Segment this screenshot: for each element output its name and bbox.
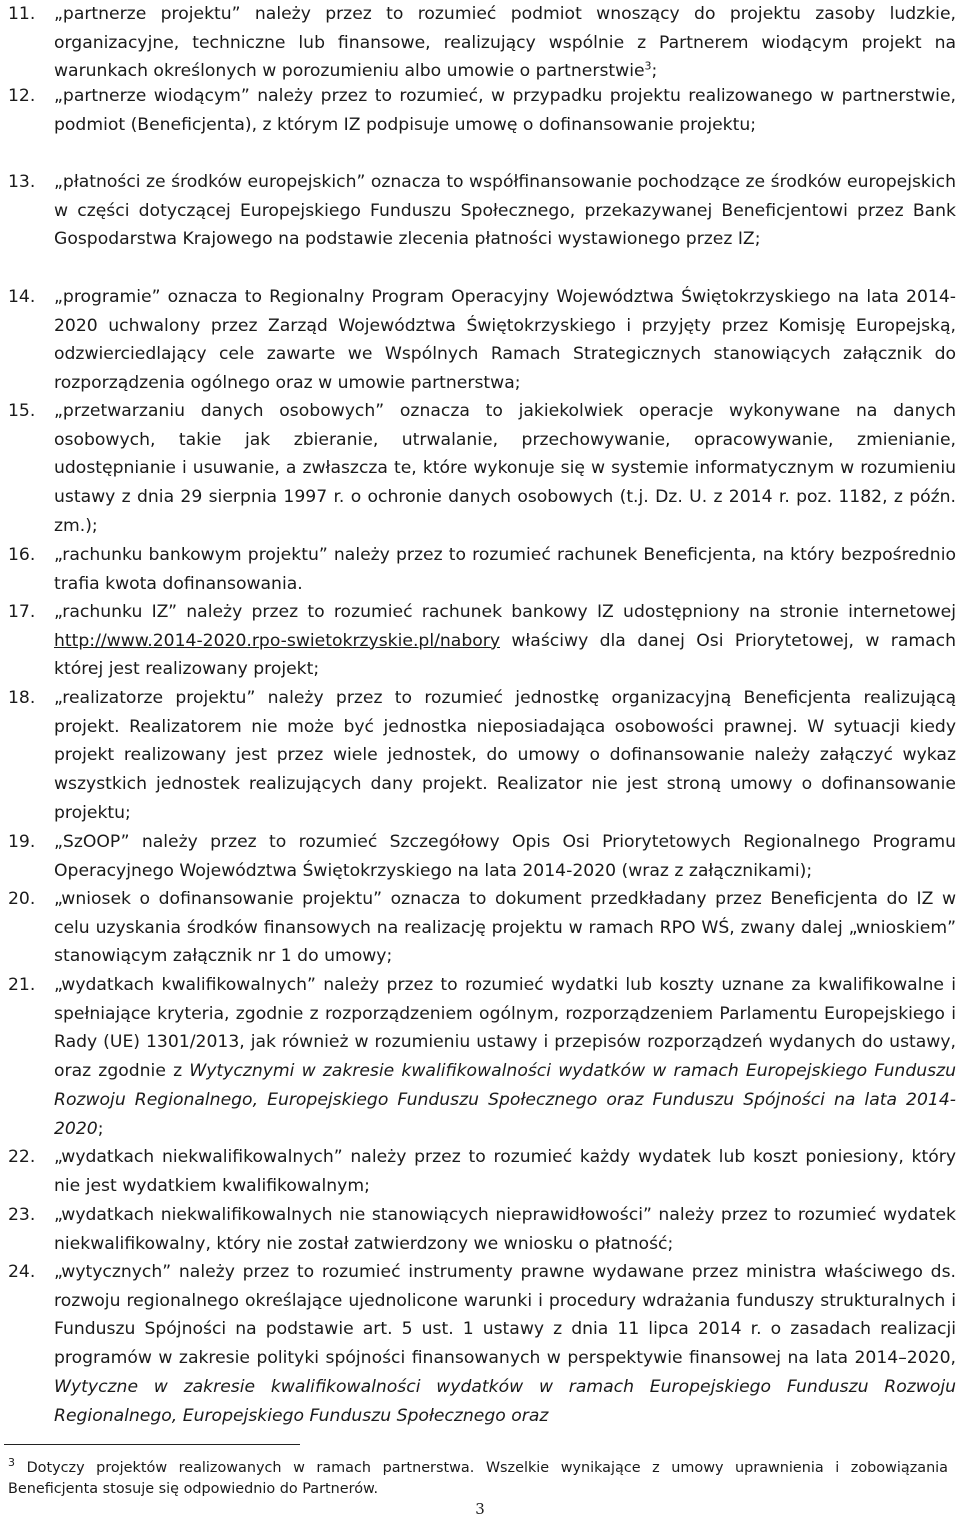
guidelines-title: Wytyczne w zakresie kwalifikowalności wydatków w ramach Europejskiego Funduszu Rozwoju Regionalnego, Europejskiego Funduszu Społecznego oraz [54,1376,956,1426]
item-text: „wytycznych” należy przez to rozumieć instrumenty prawne wydawane przez ministra właściwego ds. rozwoju regionalnego określające ujednolicone warunki i procedury wdrażania funduszy strukturalnych i Funduszu Spójności na podstawie art. 5 ust. 1 ustawy z dnia 11 lipca 2014 r. o zasadach realizacji programów w zakresie polityki spójności finansowanych w perspektywie finansowej na lata 2014–2020, [54,1262,956,1369]
item-text: „wydatkach niekwalifikowalnych nie stanowiących nieprawidłowości” należy przez to rozumieć wydatek niekwalifikowalny, który nie został zatwierdzony we wniosku o płatność; [54,1205,956,1254]
definition-item-11 [8,0,956,86]
item-text-end: ; [651,61,658,82]
item-text: „partnerze wiodącym” należy przez to rozumieć, w przypadku projektu realizowanego w partnerstwie, podmiot (Beneficjenta), z którym IZ podpisuje umowę o dofinansowanie projektu; [54,86,956,135]
item-number: 17. [8,602,36,622]
definition-item-24 [8,1258,956,1430]
guidelines-title: Wytycznymi w zakresie kwalifikowalności wydatków w ramach Europejskiego Funduszu Rozwoju Regionalnego, Europejskiego Funduszu Społecznego oraz Funduszu Spójności na lata 2014-2020 [54,1061,956,1139]
footnote-reference[interactable]: 3 [644,59,652,73]
item-number: 20. [8,889,36,909]
definition-item-14 [8,283,956,398]
definition-item-20 [8,885,956,971]
item-number: 12. [8,86,36,106]
definition-item-21 [8,971,956,1143]
item-text: „SzOOP” należy przez to rozumieć Szczegółowy Opis Osi Priorytetowych Regionalnego Programu Operacyjnego Województwa Świętokrzyskiego na lata 2014-2020 (wraz z załącznikami); [54,832,956,881]
page-number: 3 [475,1500,485,1518]
item-text-end: właściwy dla danej Osi Priorytetowej, w ramach której jest realizowany projekt; [54,630,956,680]
item-number: 14. [8,287,36,307]
item-text: „płatności ze środków europejskich” oznacza to współfinansowanie pochodzące ze środków europejskich w części dotyczącej Europejskiego Funduszu Społecznego, przekazywanej Beneficjentowi przez Bank Gospodarstwa Krajowego na podstawie zlecenia płatności wystawionego przez IZ; [54,172,956,250]
item-text: „wydatkach niekwalifikowalnych” należy przez to rozumieć każdy wydatek lub koszt poniesiony, który nie jest wydatkiem kwalifikowalnym; [54,1147,956,1196]
item-number: 18. [8,688,36,708]
item-text: „przetwarzaniu danych osobowych” oznacza to jakiekolwiek operacje wykonywane na danych osobowych, takie jak zbieranie, utrwalanie, przechowywanie, opracowywanie, zmienianie, udostępnianie i usuwanie, a zwłaszcza te, które wykonuje się w systemie informatycznym w rozumieniu ustawy z dnia 29 sierpnia 1997 r. o ochronie danych osobowych (t.j. Dz. U. z 2014 r. poz. 1182, z późn. zm.); [54,401,956,536]
definition-item-13 [8,168,956,254]
item-text-end: ; [97,1118,104,1139]
item-text: „rachunku IZ” należy przez to rozumieć rachunek bankowy IZ udostępniony na stronie internetowej [54,602,956,622]
item-text: „wniosek o dofinansowanie projektu” oznacza to dokument przedkładany przez Beneficjenta do IZ w celu uzyskania środków finansowych na realizację projektu w ramach RPO WŚ, zwany dalej „wnioskiem” stanowiącym załącznik nr 1 do umowy; [54,889,956,967]
nabory-link[interactable]: http://www.2014-2020.rpo-swietokrzyskie.pl/nabory [54,630,500,651]
footnote-text: Dotyczy projektów realizowanych w ramach partnerstwa. Wszelkie wynikające z umowy uprawnienia i zobowiązania Beneficjenta stosuje się odpowiednio do Partnerów. [8,1460,949,1497]
item-number: 21. [8,975,36,995]
item-text: „wydatkach kwalifikowalnych” należy przez to rozumieć wydatki lub koszty uznane za kwalifikowalne i spełniające kryteria, zgodnie z rozporządzeniem ogólnym, rozporządzeniem Parlamentu Europejskiego i Rady (UE) 1301/2013, jak również w rozumieniu ustawy i przepisów rozporządzeń wydanych do ustawy, oraz zgodnie z [54,975,956,1082]
definition-item-12 [8,82,956,139]
footnote [8,1458,948,1500]
item-number: 24. [8,1262,36,1282]
definition-item-15 [8,397,956,541]
item-number: 19. [8,832,36,852]
item-text: „programie” oznacza to Regionalny Program Operacyjny Województwa Świętokrzyskiego na lata 2014-2020 uchwalony przez Zarząd Województwa Świętokrzyskiego i przyjęty przez Komisję Europejską, odzwierciedlający cele zawarte we Wspólnych Ramach Strategicznych stanowiących załącznik do rozporządzenia ogólnego oraz w umowie partnerstwa; [54,287,956,394]
item-number: 23. [8,1205,36,1225]
item-text: „rachunku bankowym projektu” należy przez to rozumieć rachunek Beneficjenta, na który bezpośrednio trafia kwota dofinansowania. [54,545,956,594]
item-number: 16. [8,545,36,565]
definition-item-19 [8,828,956,885]
item-number: 15. [8,401,36,421]
footnote-mark: 3 [8,1456,15,1470]
item-number: 22. [8,1147,36,1167]
item-number: 13. [8,172,36,192]
definition-item-17 [8,598,956,684]
item-text: „realizatorze projektu” należy przez to rozumieć jednostkę organizacyjną Beneficjenta realizującą projekt. Realizatorem nie może być jednostka nieposiadająca osobowości prawnej. W sytuacji kiedy projekt realizowany jest przez wiele jednostek, do umowy o dofinansowanie należy załączyć wykaz wszystkich jednostek realizujących dany projekt. Realizator nie jest stroną umowy o dofinansowanie projektu; [54,688,956,823]
item-text: „partnerze projektu” należy przez to rozumieć podmiot wnoszący do projektu zasoby ludzkie, organizacyjne, techniczne lub finansowe, realizujący wspólnie z Partnerem wiodącym projekt na warunkach określonych w porozumieniu albo umowie o partnerstwie [54,4,956,82]
item-number: 11. [8,4,36,24]
definition-item-16 [8,541,956,598]
definition-item-23 [8,1201,956,1258]
definition-item-22 [8,1143,956,1200]
definition-item-18 [8,684,956,828]
footnote-separator [4,1444,300,1445]
